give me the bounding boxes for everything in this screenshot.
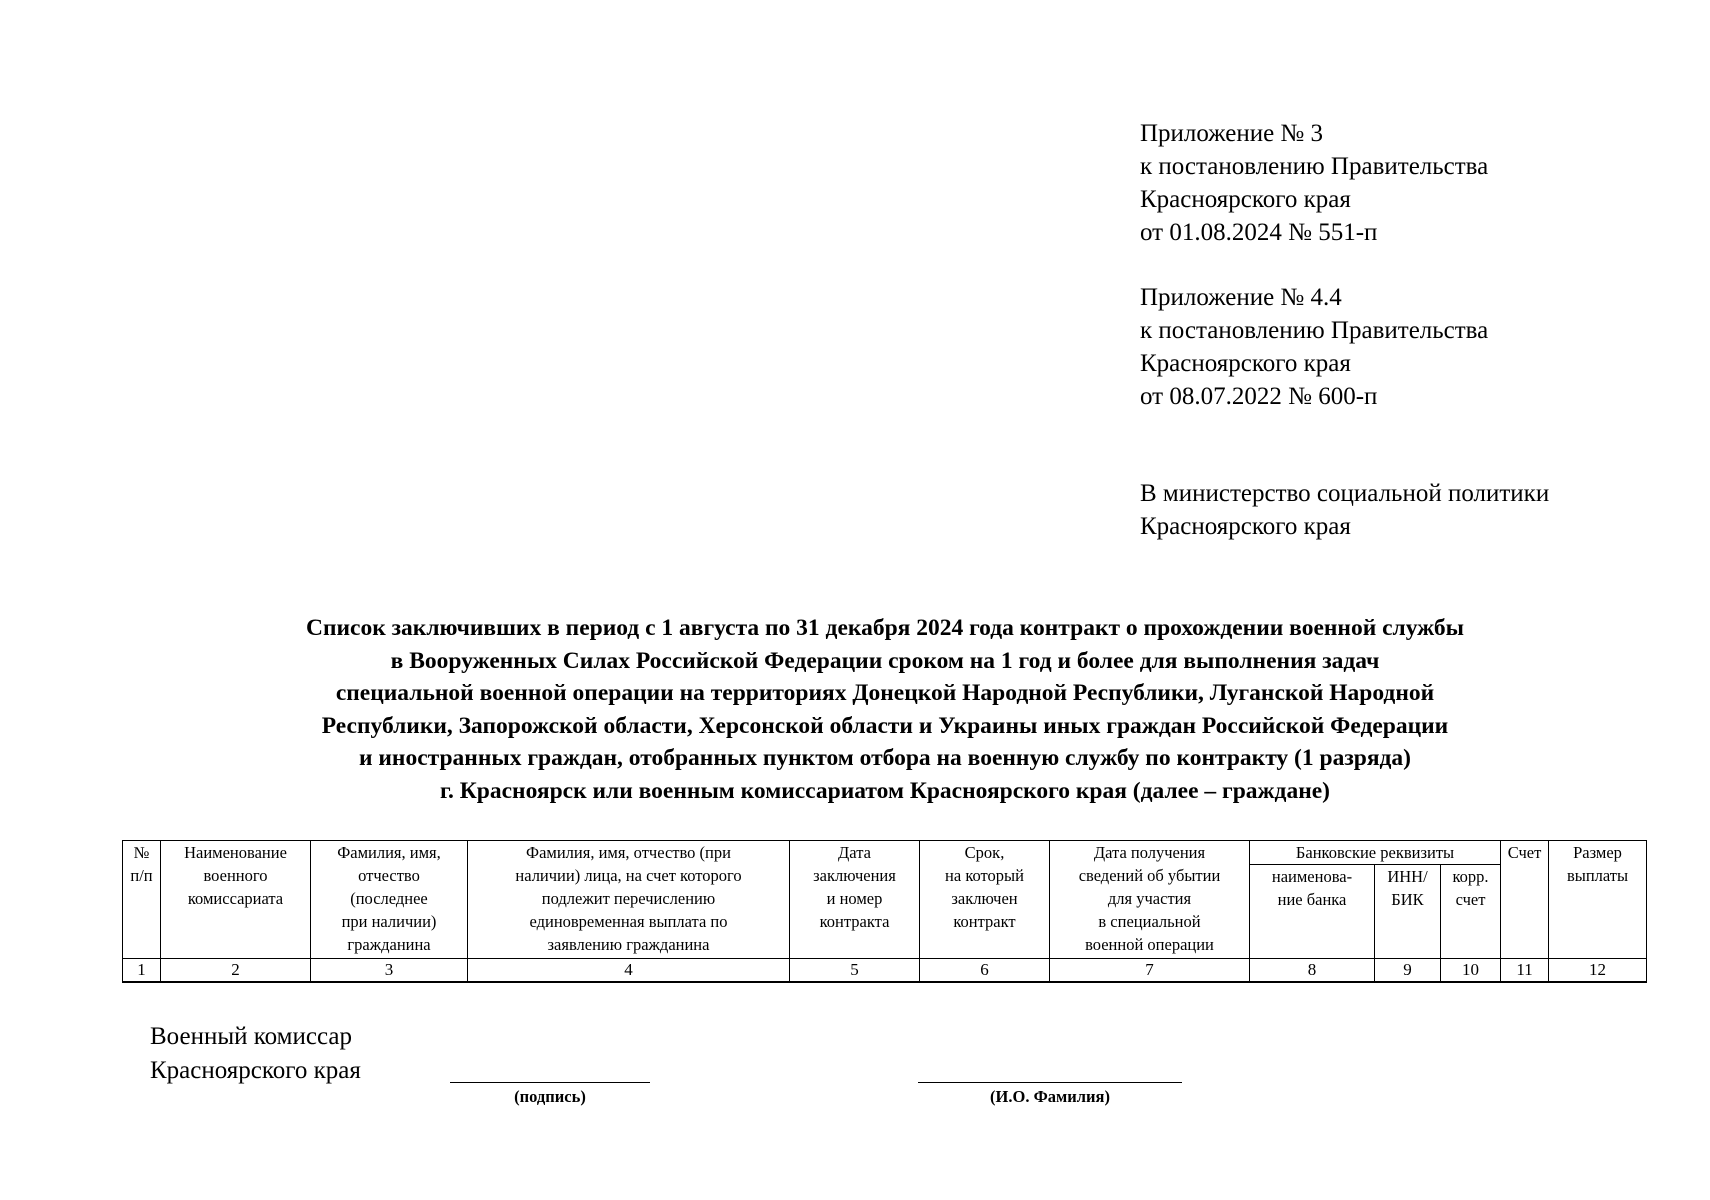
recipient-ministry: В министерство социальной политики: [1140, 480, 1550, 507]
signature-caption: (подпись): [514, 1087, 586, 1106]
column-number: 6: [920, 959, 1050, 983]
header-departure-date: Дата получения сведений об убытии для участия в специальной военной операции: [1050, 841, 1250, 959]
recipient-region: Красноярского края: [1140, 513, 1351, 540]
appendix-current-region: Красноярского края: [1140, 186, 1351, 213]
appendix-original-date: от 08.07.2022 № 600-п: [1140, 383, 1378, 410]
appendix-original-resolution: к постановлению Правительства: [1140, 317, 1489, 344]
appendix-current-date: от 01.08.2024 № 551-п: [1140, 219, 1378, 246]
header-amount: Размер выплаты: [1549, 841, 1647, 959]
title-line: Список заключивших в период с 1 августа по 31 декабря 2024 года контракт о прохождении военной службы: [305, 615, 1465, 641]
signatory-title: [150, 1020, 361, 1088]
document-title: [120, 612, 1650, 807]
header-citizen-name: Фамилия, имя, отчество (последнее при наличии) гражданина: [311, 841, 468, 959]
header-bank-name: наименова- ние банка: [1250, 865, 1375, 959]
name-caption: (И.О. Фамилия): [990, 1087, 1110, 1106]
header-inn-bik: ИНН/ БИК: [1375, 865, 1441, 959]
title-line: специальной военной операции на территориях Донецкой Народной Республики, Луганской Народной: [335, 680, 1435, 706]
column-number: 1: [123, 959, 161, 983]
signature-line: [450, 1082, 650, 1083]
column-number: 7: [1050, 959, 1250, 983]
table-header-row: [123, 841, 1647, 865]
appendix-current-block: [1140, 117, 1488, 249]
column-number: 2: [161, 959, 311, 983]
recipient-block: [1140, 477, 1549, 543]
name-line: [918, 1082, 1182, 1083]
header-term: Срок, на который заключен контракт: [920, 841, 1050, 959]
header-account-holder: Фамилия, имя, отчество (при наличии) лица, на счет которого подлежит перечислению единовременная выплата по заявлению гражданина: [468, 841, 790, 959]
column-number: 10: [1441, 959, 1501, 983]
column-number: 5: [790, 959, 920, 983]
signatory-position: Военный комиссар: [150, 1023, 352, 1050]
appendix-original-block: [1140, 281, 1488, 413]
column-number: 12: [1549, 959, 1647, 983]
header-corr-account: корр. счет: [1441, 865, 1501, 959]
column-number: 11: [1501, 959, 1549, 983]
header-account: Счет: [1501, 841, 1549, 959]
appendix-current-number: Приложение № 3: [1140, 120, 1324, 147]
appendix-original-number: Приложение № 4.4: [1140, 284, 1342, 311]
title-line: и иностранных граждан, отобранных пунктом отбора на военную службу по контракту (1 разряда): [358, 745, 1412, 771]
column-number-row: [123, 959, 1647, 983]
column-number: 8: [1250, 959, 1375, 983]
column-number: 9: [1375, 959, 1441, 983]
title-line: г. Красноярск или военным комиссариатом Красноярского края (далее – граждане): [439, 777, 1330, 804]
header-num: № п/п: [123, 841, 161, 959]
header-contract-date: Дата заключения и номер контракта: [790, 841, 920, 959]
title-line: Республики, Запорожской области, Херсонской области и Украины иных граждан Российской Федерации: [321, 712, 1449, 739]
citizens-table: [122, 840, 1647, 983]
signatory-region: Красноярского края: [150, 1057, 361, 1084]
column-number: 4: [468, 959, 790, 983]
header-bank-details: Банковские реквизиты: [1250, 841, 1501, 865]
title-line: в Вооруженных Силах Российской Федерации сроком на 1 год и более для выполнения задач: [390, 647, 1380, 674]
appendix-original-region: Красноярского края: [1140, 350, 1351, 377]
appendix-current-resolution: к постановлению Правительства: [1140, 153, 1489, 180]
header-commissariat: Наименование военного комиссариата: [161, 841, 311, 959]
column-number: 3: [311, 959, 468, 983]
